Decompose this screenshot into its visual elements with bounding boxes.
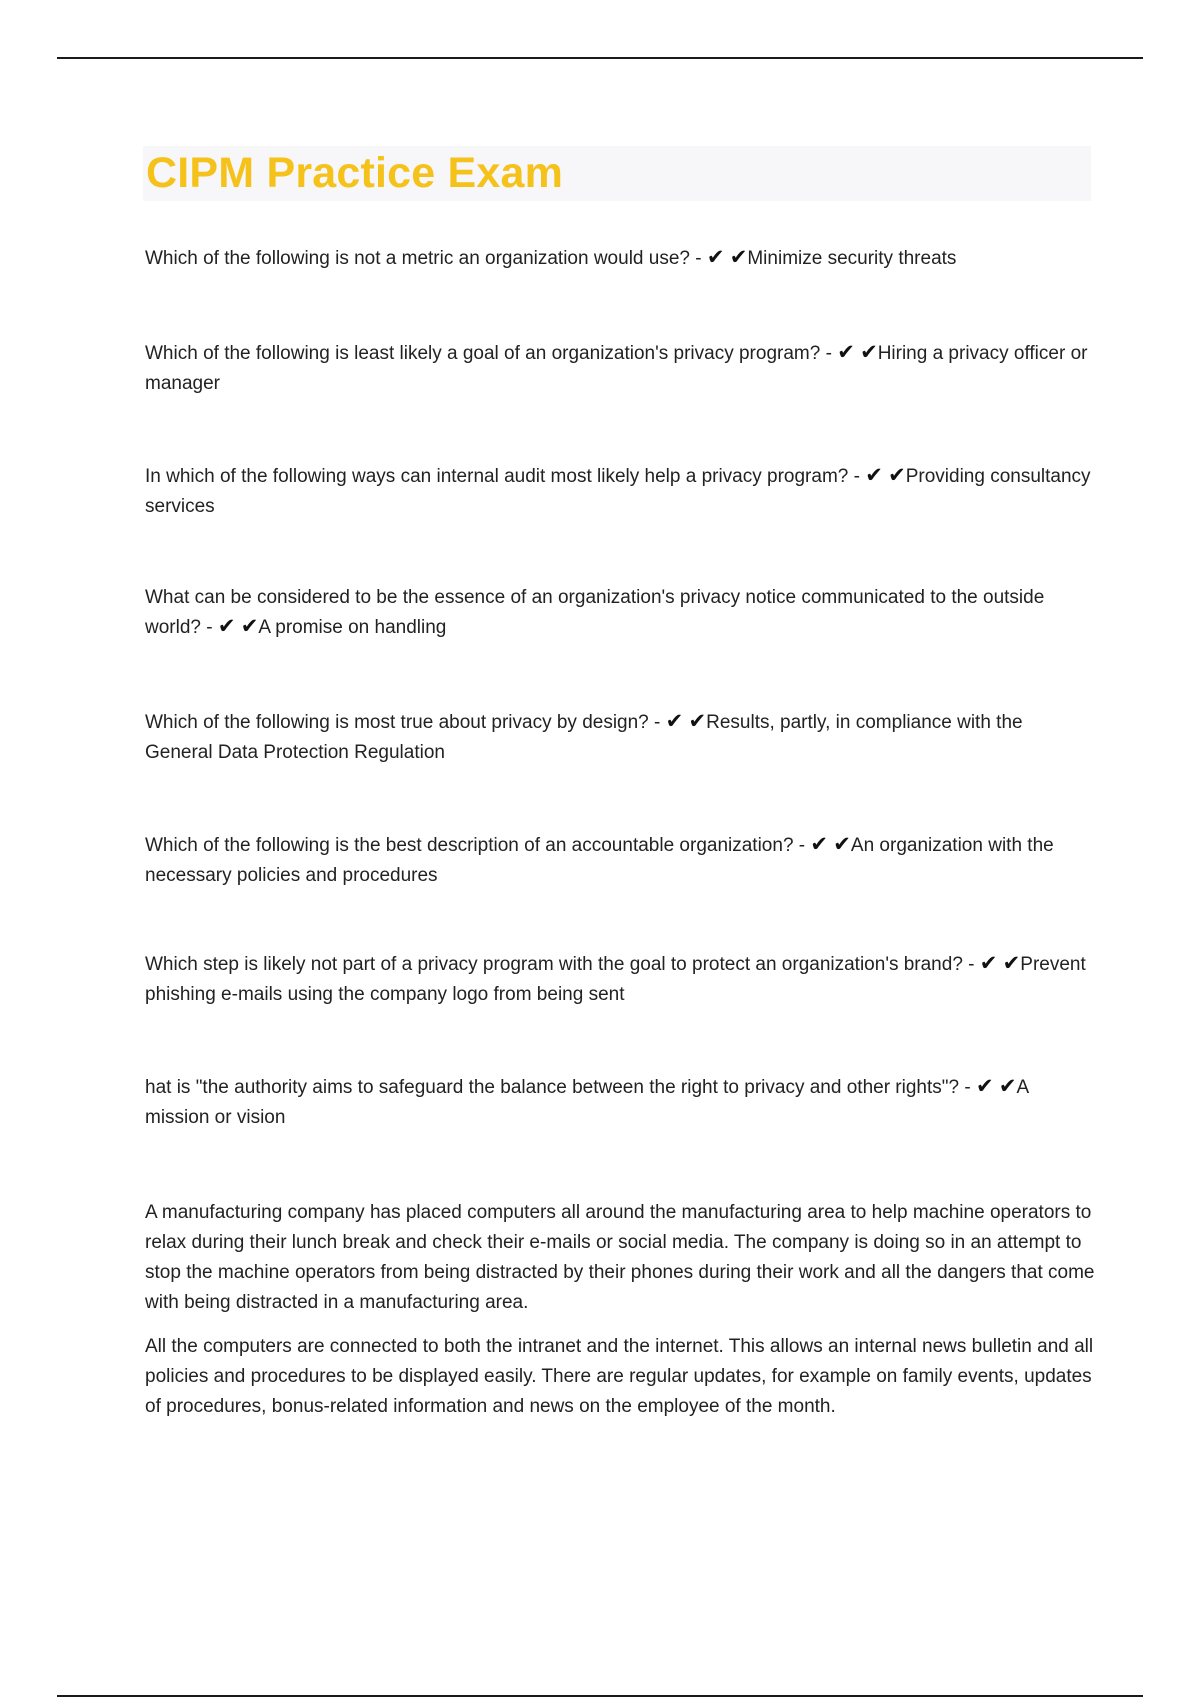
check-icon: ✔	[837, 341, 855, 364]
bottom-rule	[57, 1695, 1143, 1697]
answer-text: Hiring a privacy officer or manager	[145, 343, 1088, 394]
question-text: What can be considered to be the essence of an organization's privacy notice communicated to the outside world? -	[145, 587, 1045, 638]
page-title: CIPM Practice Exam	[146, 149, 564, 197]
answer-text: A mission or vision	[145, 1077, 1029, 1128]
answer-text: A promise on handling	[258, 617, 447, 638]
check-icon: ✔	[706, 246, 725, 269]
question-text: Which of the following is not a metric an organization would use? -	[145, 248, 702, 269]
check-icon: ✔	[979, 952, 998, 975]
question-text: hat is "the authority aims to safeguard the balance between the right to privacy and other rights"? -	[145, 1077, 971, 1098]
scenario-block	[145, 1198, 1095, 1436]
check-icon: ✔	[998, 1075, 1017, 1098]
check-icon: ✔	[688, 710, 707, 733]
answer-text: An organization with the necessary policies and procedures	[145, 835, 1054, 886]
check-icon: ✔	[665, 710, 684, 733]
question-text: In which of the following ways can internal audit most likely help a privacy program? -	[145, 466, 860, 487]
check-icon: ✔	[217, 615, 236, 638]
check-icon: ✔	[1002, 952, 1021, 975]
check-icon: ✔	[810, 833, 829, 856]
check-icon: ✔	[888, 464, 906, 487]
question-text: Which of the following is the best description of an accountable organization? -	[145, 835, 806, 856]
check-icon: ✔	[833, 833, 851, 856]
top-rule	[57, 57, 1143, 59]
question-text: Which step is likely not part of a privacy program with the goal to protect an organization's brand? -	[145, 954, 975, 975]
check-icon: ✔	[975, 1075, 994, 1098]
check-icon: ✔	[729, 246, 748, 269]
question-text: Which of the following is most true about privacy by design? -	[145, 712, 661, 733]
check-icon: ✔	[860, 341, 878, 364]
question-text: Which of the following is least likely a goal of an organization's privacy program? -	[145, 343, 832, 364]
answer-text: Results, partly, in compliance with the General Data Protection Regulation	[145, 712, 1023, 763]
scenario-paragraph: A manufacturing company has placed computers all around the manufacturing area to help machine operators to relax during their lunch break and check their e-mails or social media. The company is doing so in an attempt to stop the machine operators from being distracted by their phones during their work and all the dangers that come with being distracted in a manufacturing area.	[145, 1202, 1095, 1313]
answer-text: Providing consultancy services	[145, 466, 1091, 517]
scenario-paragraph: All the computers are connected to both the intranet and the internet. This allows an internal news bulletin and all policies and procedures to be displayed easily. There are regular updates, for example on family events, updates of procedures, bonus-related information and news on the employee of the month.	[145, 1336, 1094, 1417]
answer-text: Prevent phishing e-mails using the company logo from being sent	[145, 954, 1086, 1005]
check-icon: ✔	[865, 464, 883, 487]
check-icon: ✔	[240, 615, 259, 638]
answer-text: Minimize security threats	[747, 248, 957, 269]
